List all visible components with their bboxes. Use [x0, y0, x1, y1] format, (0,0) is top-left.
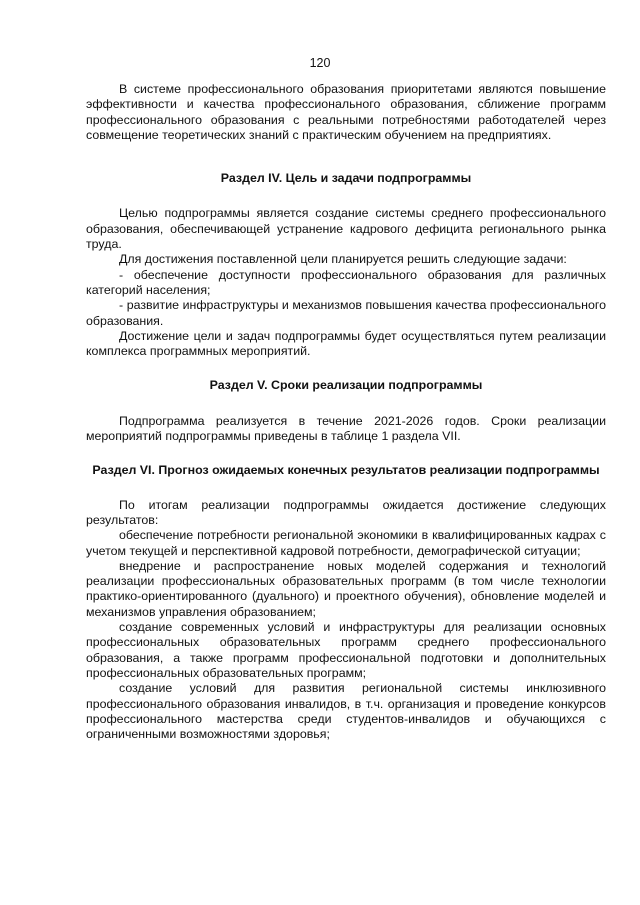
section-6-result-item: обеспечение потребности региональной экономики в квалифицированных кадрах с учетом текущей и перспективной кадровой потребности, демографической ситуации; [86, 528, 606, 558]
section-5-heading: Раздел V. Сроки реализации подпрограммы [209, 378, 483, 393]
section-4-task-item: - развитие инфраструктуры и механизмов повышения качества профессионального образования. [86, 298, 606, 328]
page-number: 120 [309, 56, 331, 70]
section-6-result-item: создание современных условий и инфраструктуры для реализации основных профессиональных образовательных программ среднего профессионального образования, а также программ профессиональной подготовки и дополнительных профессиональных образовательных программ; [86, 620, 606, 680]
section-6-result-item: создание условий для развития региональной системы инклюзивного профессионального образования инвалидов, в т.ч. организация и проведение конкурсов профессионального мастерства среди студентов-инвалидов и обучающихся с ограниченными возможностями здоровья; [86, 681, 606, 742]
section-4-tasks-intro: Для достижения поставленной цели планируется решить следующие задачи: [119, 252, 567, 267]
intro-paragraph: В системе профессионального образования приоритетами являются повышение эффективности и качества профессионального образования, сближение программ профессионального образования с реальными потребностями работодателей через совмещение теоретических знаний с практическим обучением на предприятиях. [86, 82, 606, 142]
section-4-goal: Целью подпрограммы является создание системы среднего профессионального образования, обеспечивающей устранение кадрового дефицита регионального рынка труда. [86, 206, 606, 252]
document-body [86, 82, 606, 742]
section-6-heading: Раздел VI. Прогноз ожидаемых конечных результатов реализации подпрограммы [92, 463, 600, 478]
section-4-heading: Раздел IV. Цель и задачи подпрограммы [220, 171, 472, 186]
section-6-intro: По итогам реализации подпрограммы ожидается достижение следующих результатов: [86, 497, 606, 527]
section-6-result-item: внедрение и распространение новых моделей содержания и технологий реализации профессиональных образовательных программ (в том числе технологии практико-ориентированного (дуального) и проектного обучения), обновление моделей и механизмов управления образованием; [86, 558, 606, 619]
section-5-text: Подпрограмма реализуется в течение 2021-2026 годов. Сроки реализации мероприятий подпрограммы приведены в таблице 1 раздела VII. [86, 413, 606, 444]
section-4-task-item: - обеспечение доступности профессионального образования для различных категорий населения; [86, 267, 606, 297]
section-4-conclusion: Достижение цели и задач подпрограммы будет осуществляться путем реализации комплекса программных мероприятий. [86, 328, 606, 359]
